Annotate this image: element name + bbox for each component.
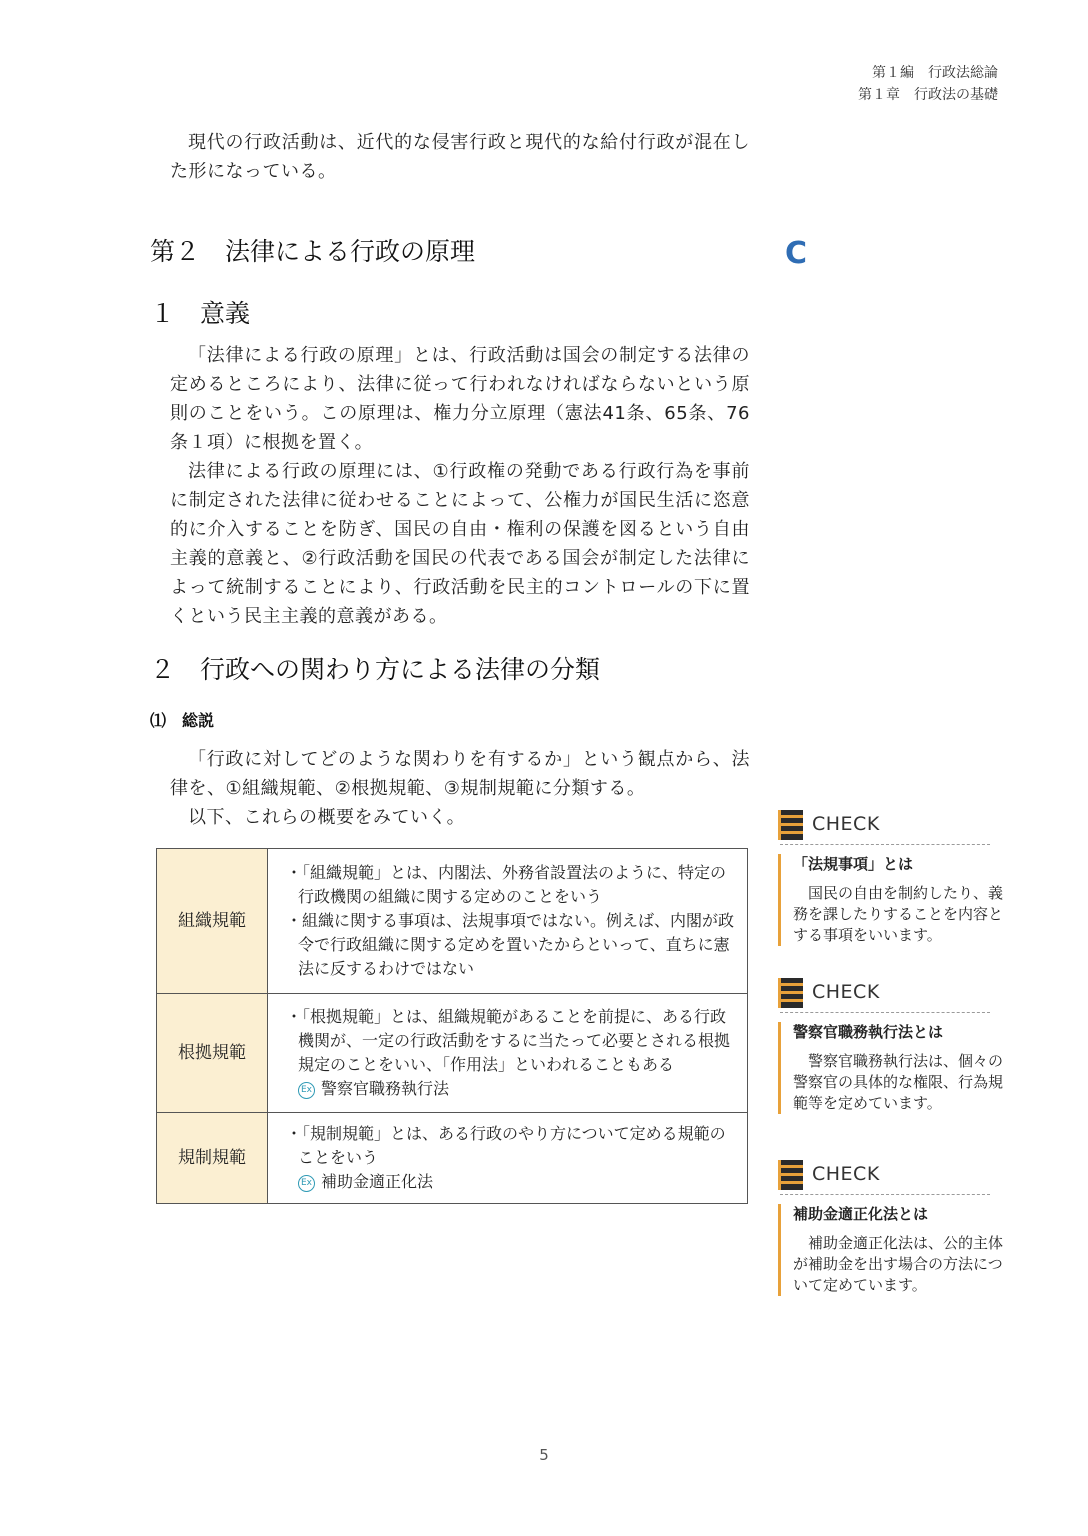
intro-paragraph: 現代の行政活動は、近代的な侵害行政と現代的な給付行政が混在した形になっている。 <box>170 132 750 182</box>
row-label: 根拠規範 <box>157 994 268 1113</box>
running-header <box>858 62 998 106</box>
subsection-heading-2: ２ 行政への関わり方による法律の分類 <box>150 655 601 684</box>
check-text: 補助金適正化法は、公的主体が補助金を出す場合の方法について定めています。 <box>793 1234 1004 1294</box>
check-box <box>778 1158 1006 1296</box>
bullet-text: ・組織に関する事項は、法規事項ではない。例えば、内閣が政令で行政組織に関する定めを置いたからといって、直ちに憲法に反するわけではない <box>286 911 735 978</box>
check-text: 国民の自由を制約したり、義務を課したりすることを内容とする事項をいいます。 <box>793 884 1004 944</box>
classification-table <box>156 848 748 1204</box>
check-label: CHECK <box>812 981 880 1003</box>
paragraph: 法律による行政の原理には、①行政権の発動である行政行為を事前に制定された法律に従わせることによって、公権力が国民生活に恣意的に介入することを防ぎ、国民の自由・権利の保護を図るという自由主義的意義と、②行政活動を国民の代表である国会が制定した法律によって統制することにより、行政活動を民主的コントロールの下に置くという民主主義的意義がある。 <box>170 461 750 627</box>
check-title: 警察官職務執行法とは <box>793 1023 944 1041</box>
bullet-text: ・「規制規範」とは、ある行政のやり方について定める規範のことをいう <box>286 1124 726 1167</box>
subsection-2-body <box>170 745 750 832</box>
check-label: CHECK <box>812 813 880 835</box>
divider <box>780 844 990 845</box>
paragraph: 「行政に対してどのような関わりを有するか」という観点から、法律を、①組織規範、②根拠規範、③規制規範に分類する。 <box>170 749 750 799</box>
example-icon: Ex <box>298 1082 315 1099</box>
check-body <box>778 1022 1006 1114</box>
check-header <box>778 1158 1006 1194</box>
example-text: 警察官職務執行法 <box>321 1079 450 1098</box>
row-label: 組織規範 <box>157 849 268 994</box>
subsection-heading-1: １ 意義 <box>150 299 251 328</box>
subsection-1-body <box>170 341 750 631</box>
check-body <box>778 854 1006 946</box>
row-content <box>268 994 748 1113</box>
check-header <box>778 976 1006 1012</box>
check-header <box>778 808 1006 844</box>
row-content <box>268 1113 748 1204</box>
divider <box>780 1012 990 1013</box>
subsubsection-heading: ⑴ 総説 <box>150 711 215 730</box>
table-row <box>157 849 748 994</box>
table-row <box>157 994 748 1113</box>
example-icon: Ex <box>298 1175 315 1192</box>
table-row <box>157 1113 748 1204</box>
divider <box>780 1194 990 1195</box>
check-title: 補助金適正化法とは <box>793 1205 929 1223</box>
section-heading: 第２ 法律による行政の原理 <box>150 237 476 266</box>
bullet-text: ・「根拠規範」とは、組織規範があることを前提に、ある行政機関が、一定の行政活動をするに当たって必要とされる根拠規定のことをいい、「作用法」といわれることもある <box>286 1007 731 1074</box>
check-book-icon <box>778 808 806 842</box>
check-book-icon <box>778 976 806 1010</box>
rank-badge: C <box>785 236 808 271</box>
bullet-text: ・「組織規範」とは、内閣法、外務省設置法のように、特定の行政機関の組織に関する定めのことをいう <box>286 863 727 906</box>
header-part: 第１編 行政法総論 <box>872 65 998 81</box>
paragraph: 以下、これらの概要をみていく。 <box>188 807 466 828</box>
check-box <box>778 808 1006 946</box>
paragraph: 「法律による行政の原理」とは、行政活動は国会の制定する法律の定めるところにより、法律に従って行われなければならないという原則のことをいう。この原理は、権力分立原理（憲法41条、65条、76条１項）に根拠を置く。 <box>170 345 750 453</box>
row-label: 規制規範 <box>157 1113 268 1204</box>
row-content <box>268 849 748 994</box>
check-text: 警察官職務執行法は、個々の警察官の具体的な権限、行為規範等を定めています。 <box>793 1052 1004 1112</box>
check-title: 「法規事項」とは <box>793 855 914 873</box>
check-label: CHECK <box>812 1163 880 1185</box>
example-line <box>286 1170 737 1194</box>
example-line <box>286 1077 737 1101</box>
header-chapter: 第１章 行政法の基礎 <box>858 87 998 103</box>
page-number: 5 <box>539 1446 549 1464</box>
check-book-icon <box>778 1158 806 1192</box>
check-box <box>778 976 1006 1114</box>
example-text: 補助金適正化法 <box>321 1172 434 1191</box>
check-body <box>778 1204 1006 1296</box>
